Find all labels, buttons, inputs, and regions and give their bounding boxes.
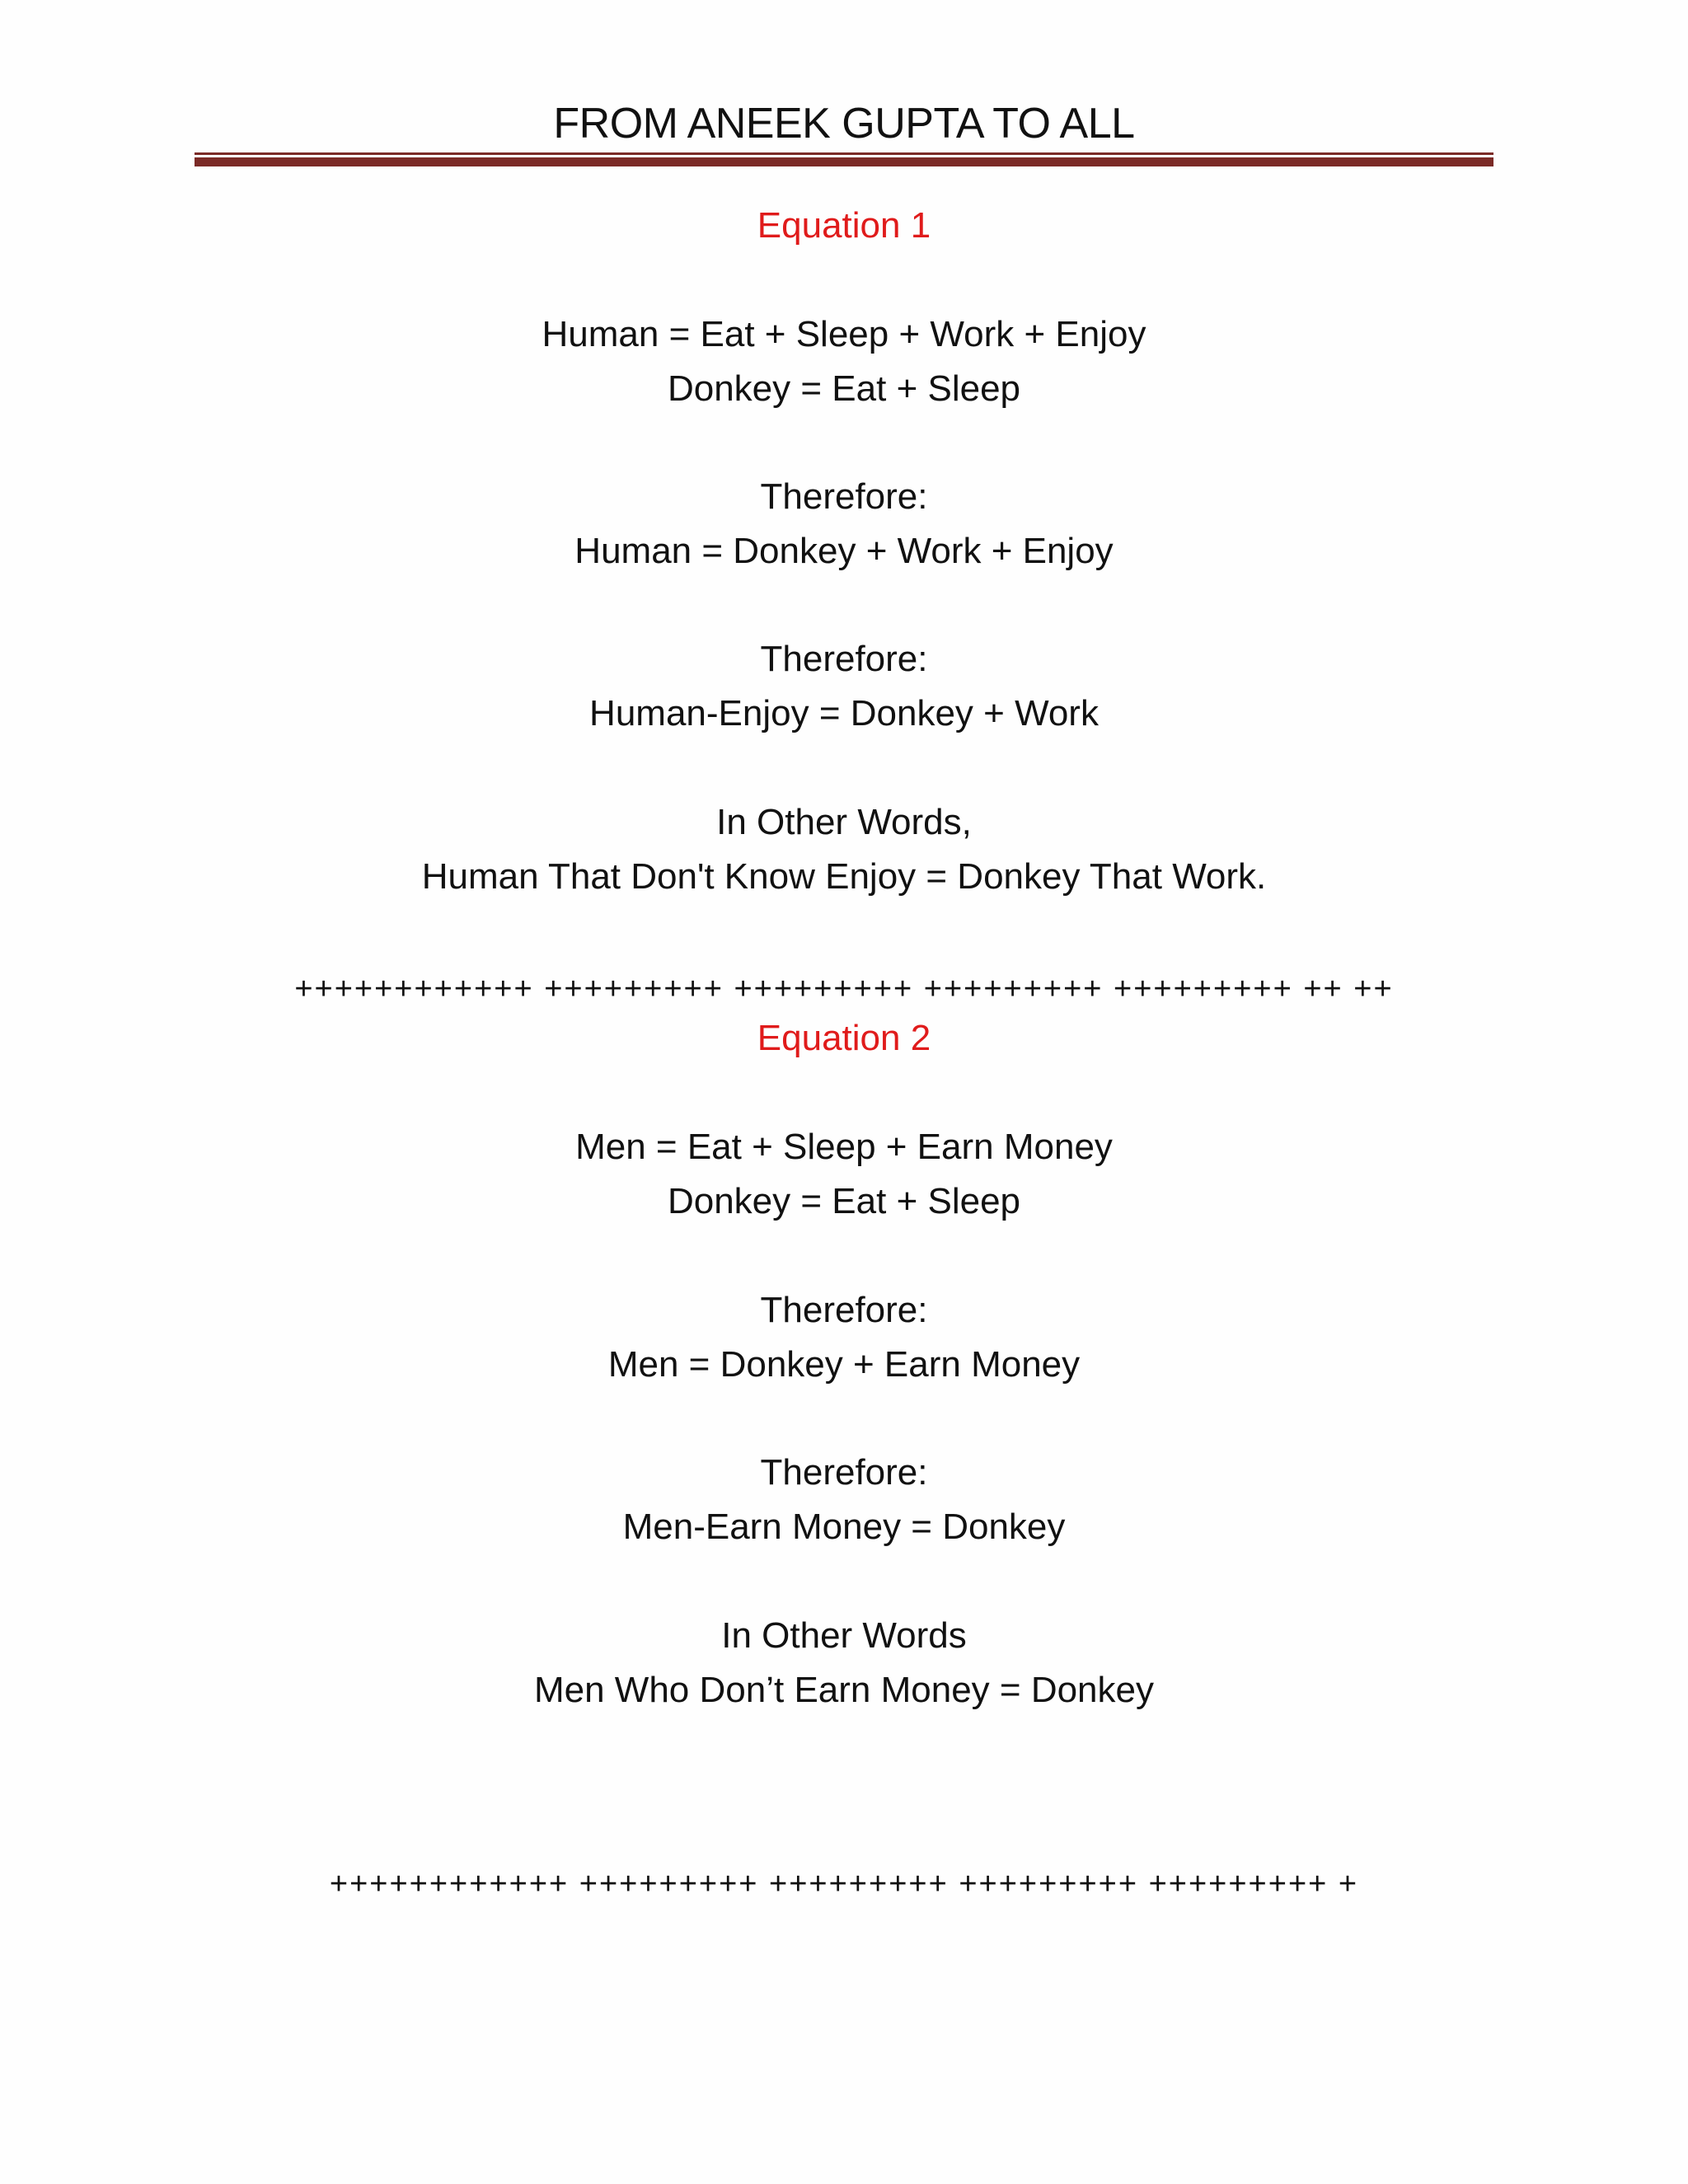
equation-2-conclusion: Men Who Don’t Earn Money = Donkey: [533, 1670, 1155, 1710]
plus-separator-2: ++++++++++++ +++++++++ +++++++++ +++++++++ +++++++++ +: [329, 1867, 1359, 1901]
equation-1-human-definition: Human = Eat + Sleep + Work + Enjoy: [542, 314, 1146, 354]
equation-2-step-1: Men = Donkey + Earn Money: [607, 1344, 1081, 1385]
plus-separator-1: ++++++++++++ +++++++++ +++++++++ +++++++++ +++++++++ ++ ++: [294, 972, 1394, 1006]
equation-1-conclusion: Human That Don't Know Enjoy = Donkey That Work.: [421, 856, 1267, 897]
equation-2-therefore-label-2: Therefore:: [760, 1452, 928, 1493]
header-rule-thick: [195, 157, 1493, 166]
equation-2-step-2: Men-Earn Money = Donkey: [622, 1507, 1066, 1547]
equation-1-heading: Equation 1: [757, 205, 931, 246]
equation-1-in-other-words: In Other Words,: [716, 802, 972, 842]
equation-1-step-2: Human-Enjoy = Donkey + Work: [589, 693, 1099, 733]
equation-1-therefore-label-2: Therefore:: [760, 639, 928, 679]
equation-2-therefore-label: Therefore:: [760, 1290, 928, 1330]
equation-2-in-other-words: In Other Words: [721, 1615, 967, 1656]
equation-1-therefore-label: Therefore:: [760, 476, 928, 517]
header-rule-thin: [195, 152, 1493, 155]
equation-2-men-definition: Men = Eat + Sleep + Earn Money: [575, 1127, 1113, 1167]
equation-1-donkey-definition: Donkey = Eat + Sleep: [667, 368, 1021, 409]
equation-2-heading: Equation 2: [757, 1018, 931, 1058]
equation-1-step-1: Human = Donkey + Work + Enjoy: [574, 531, 1114, 571]
page-title: FROM ANEEK GUPTA TO ALL: [553, 100, 1135, 148]
equation-2-donkey-definition: Donkey = Eat + Sleep: [667, 1181, 1021, 1221]
